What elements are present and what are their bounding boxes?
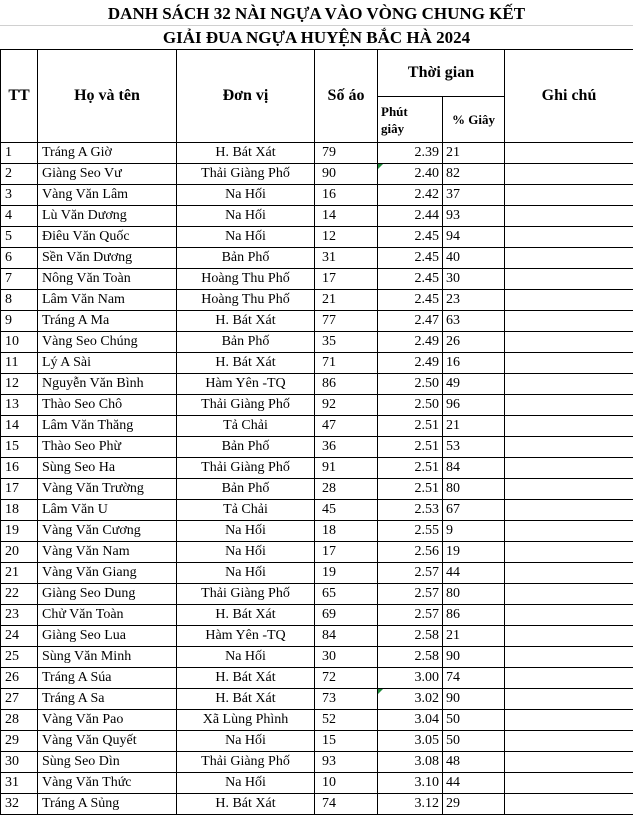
cell-unit: Na Hối bbox=[177, 542, 315, 563]
cell-unit: Hàm Yên -TQ bbox=[177, 374, 315, 395]
cell-tt: 23 bbox=[1, 605, 38, 626]
cell-seconds: 93 bbox=[443, 206, 505, 227]
cell-name: Giàng Seo Vư bbox=[38, 164, 177, 185]
cell-seconds: 30 bbox=[443, 269, 505, 290]
cell-seconds: 26 bbox=[443, 332, 505, 353]
cell-seconds: 44 bbox=[443, 563, 505, 584]
cell-minutes: 2.58 bbox=[378, 626, 443, 647]
cell-minutes: 2.51 bbox=[378, 437, 443, 458]
results-table bbox=[0, 49, 633, 815]
cell-note bbox=[505, 458, 633, 479]
table-body bbox=[1, 143, 633, 815]
cell-tt: 20 bbox=[1, 542, 38, 563]
cell-seconds: 21 bbox=[443, 143, 505, 164]
cell-unit: Na Hối bbox=[177, 227, 315, 248]
cell-tt: 11 bbox=[1, 353, 38, 374]
table-row bbox=[1, 752, 633, 773]
cell-tt: 32 bbox=[1, 794, 38, 815]
cell-tt: 16 bbox=[1, 458, 38, 479]
cell-minutes: 2.51 bbox=[378, 479, 443, 500]
cell-tt: 1 bbox=[1, 143, 38, 164]
table-row bbox=[1, 248, 633, 269]
table-row bbox=[1, 458, 633, 479]
cell-seconds: 21 bbox=[443, 416, 505, 437]
cell-unit: Thải Giàng Phố bbox=[177, 752, 315, 773]
table-row bbox=[1, 731, 633, 752]
table-row bbox=[1, 563, 633, 584]
cell-unit: H. Bát Xát bbox=[177, 689, 315, 710]
cell-name: Lâm Văn Nam bbox=[38, 290, 177, 311]
cell-seconds: 90 bbox=[443, 689, 505, 710]
cell-seconds: 80 bbox=[443, 584, 505, 605]
cell-tt: 3 bbox=[1, 185, 38, 206]
cell-unit: H. Bát Xát bbox=[177, 794, 315, 815]
cell-tt: 14 bbox=[1, 416, 38, 437]
cell-seconds: 21 bbox=[443, 626, 505, 647]
table-row bbox=[1, 227, 633, 248]
cell-name: Điêu Văn Quốc bbox=[38, 227, 177, 248]
cell-name: Nguyễn Văn Bình bbox=[38, 374, 177, 395]
header-minutes-line1: Phút bbox=[381, 103, 408, 119]
cell-note bbox=[505, 395, 633, 416]
cell-shirt-number: 18 bbox=[315, 521, 378, 542]
cell-shirt-number: 16 bbox=[315, 185, 378, 206]
cell-shirt-number: 92 bbox=[315, 395, 378, 416]
cell-marker-icon bbox=[378, 164, 383, 169]
cell-name: Tráng A Sủng bbox=[38, 794, 177, 815]
cell-seconds: 23 bbox=[443, 290, 505, 311]
cell-minutes: 2.45 bbox=[378, 269, 443, 290]
table-row bbox=[1, 416, 633, 437]
header-time: Thời gian bbox=[378, 50, 505, 97]
cell-name: Vàng Văn Quyết bbox=[38, 731, 177, 752]
cell-minutes: 2.51 bbox=[378, 458, 443, 479]
cell-tt: 5 bbox=[1, 227, 38, 248]
cell-note bbox=[505, 710, 633, 731]
cell-shirt-number: 15 bbox=[315, 731, 378, 752]
cell-name: Vàng Seo Chúng bbox=[38, 332, 177, 353]
table-row bbox=[1, 143, 633, 164]
cell-minutes: 2.50 bbox=[378, 374, 443, 395]
cell-unit: Na Hối bbox=[177, 647, 315, 668]
cell-name: Tráng A Sa bbox=[38, 689, 177, 710]
header-name: Họ và tên bbox=[38, 50, 177, 143]
cell-shirt-number: 36 bbox=[315, 437, 378, 458]
cell-seconds: 53 bbox=[443, 437, 505, 458]
cell-shirt-number: 30 bbox=[315, 647, 378, 668]
cell-shirt-number: 14 bbox=[315, 206, 378, 227]
cell-unit: Na Hối bbox=[177, 563, 315, 584]
table-row bbox=[1, 542, 633, 563]
cell-shirt-number: 77 bbox=[315, 311, 378, 332]
header-minutes-line2: giây bbox=[381, 120, 405, 136]
table-row bbox=[1, 164, 633, 185]
cell-seconds: 49 bbox=[443, 374, 505, 395]
cell-shirt-number: 12 bbox=[315, 227, 378, 248]
title-line-1: DANH SÁCH 32 NÀI NGỰA VÀO VÒNG CHUNG KẾT bbox=[107, 4, 526, 23]
cell-seconds: 40 bbox=[443, 248, 505, 269]
cell-minutes: 3.02 bbox=[378, 689, 443, 710]
cell-name: Tráng A Giờ bbox=[38, 143, 177, 164]
cell-name: Thào Seo Chô bbox=[38, 395, 177, 416]
cell-name: Sền Văn Dương bbox=[38, 248, 177, 269]
cell-minutes: 2.49 bbox=[378, 353, 443, 374]
table-row bbox=[1, 794, 633, 815]
cell-unit: Thải Giàng Phố bbox=[177, 164, 315, 185]
cell-name: Giàng Seo Dung bbox=[38, 584, 177, 605]
cell-name: Nông Văn Toàn bbox=[38, 269, 177, 290]
cell-shirt-number: 21 bbox=[315, 290, 378, 311]
cell-unit: Thải Giàng Phố bbox=[177, 395, 315, 416]
cell-name: Giàng Seo Lua bbox=[38, 626, 177, 647]
cell-tt: 21 bbox=[1, 563, 38, 584]
cell-unit: Hàm Yên -TQ bbox=[177, 626, 315, 647]
table-row bbox=[1, 311, 633, 332]
cell-minutes: 2.56 bbox=[378, 542, 443, 563]
cell-minutes: 2.44 bbox=[378, 206, 443, 227]
cell-seconds: 67 bbox=[443, 500, 505, 521]
cell-shirt-number: 19 bbox=[315, 563, 378, 584]
cell-tt: 8 bbox=[1, 290, 38, 311]
cell-minutes: 2.58 bbox=[378, 647, 443, 668]
table-row bbox=[1, 395, 633, 416]
cell-tt: 17 bbox=[1, 479, 38, 500]
cell-seconds: 19 bbox=[443, 542, 505, 563]
cell-seconds: 48 bbox=[443, 752, 505, 773]
cell-seconds: 82 bbox=[443, 164, 505, 185]
cell-tt: 6 bbox=[1, 248, 38, 269]
cell-name: Chử Văn Toàn bbox=[38, 605, 177, 626]
cell-unit: Bản Phố bbox=[177, 479, 315, 500]
cell-shirt-number: 74 bbox=[315, 794, 378, 815]
table-row bbox=[1, 206, 633, 227]
cell-shirt-number: 72 bbox=[315, 668, 378, 689]
cell-unit: Xã Lùng Phình bbox=[177, 710, 315, 731]
cell-shirt-number: 91 bbox=[315, 458, 378, 479]
cell-unit: Hoàng Thu Phố bbox=[177, 269, 315, 290]
header-seconds: % Giây bbox=[443, 97, 505, 143]
cell-note bbox=[505, 479, 633, 500]
cell-seconds: 37 bbox=[443, 185, 505, 206]
cell-seconds: 80 bbox=[443, 479, 505, 500]
cell-unit: Hoàng Thu Phố bbox=[177, 290, 315, 311]
cell-note bbox=[505, 626, 633, 647]
cell-note bbox=[505, 374, 633, 395]
cell-note bbox=[505, 647, 633, 668]
cell-tt: 9 bbox=[1, 311, 38, 332]
cell-minutes: 2.57 bbox=[378, 605, 443, 626]
cell-unit: Bản Phố bbox=[177, 332, 315, 353]
table-row bbox=[1, 269, 633, 290]
cell-shirt-number: 65 bbox=[315, 584, 378, 605]
cell-note bbox=[505, 353, 633, 374]
cell-name: Thào Seo Phừ bbox=[38, 437, 177, 458]
cell-seconds: 84 bbox=[443, 458, 505, 479]
header-minutes bbox=[378, 97, 443, 143]
table-row bbox=[1, 185, 633, 206]
cell-name: Vàng Văn Nam bbox=[38, 542, 177, 563]
cell-note bbox=[505, 185, 633, 206]
cell-shirt-number: 47 bbox=[315, 416, 378, 437]
cell-shirt-number: 93 bbox=[315, 752, 378, 773]
cell-name: Lâm Văn U bbox=[38, 500, 177, 521]
cell-tt: 19 bbox=[1, 521, 38, 542]
cell-minutes: 2.57 bbox=[378, 584, 443, 605]
cell-name: Lâm Văn Thăng bbox=[38, 416, 177, 437]
cell-tt: 24 bbox=[1, 626, 38, 647]
cell-name: Sùng Văn Minh bbox=[38, 647, 177, 668]
cell-note bbox=[505, 500, 633, 521]
cell-shirt-number: 28 bbox=[315, 479, 378, 500]
cell-seconds: 50 bbox=[443, 731, 505, 752]
cell-note bbox=[505, 584, 633, 605]
cell-minutes: 2.42 bbox=[378, 185, 443, 206]
cell-tt: 22 bbox=[1, 584, 38, 605]
cell-tt: 18 bbox=[1, 500, 38, 521]
cell-tt: 7 bbox=[1, 269, 38, 290]
cell-tt: 30 bbox=[1, 752, 38, 773]
cell-note bbox=[505, 605, 633, 626]
cell-unit: Na Hối bbox=[177, 185, 315, 206]
cell-note bbox=[505, 269, 633, 290]
cell-minutes: 2.50 bbox=[378, 395, 443, 416]
cell-shirt-number: 90 bbox=[315, 164, 378, 185]
header-shirt-number: Số áo bbox=[315, 50, 378, 143]
cell-tt: 31 bbox=[1, 773, 38, 794]
cell-note bbox=[505, 332, 633, 353]
cell-tt: 15 bbox=[1, 437, 38, 458]
cell-minutes: 2.47 bbox=[378, 311, 443, 332]
cell-minutes: 2.39 bbox=[378, 143, 443, 164]
cell-tt: 13 bbox=[1, 395, 38, 416]
cell-minutes: 2.40 bbox=[378, 164, 443, 185]
cell-shirt-number: 73 bbox=[315, 689, 378, 710]
cell-unit: Thải Giàng Phố bbox=[177, 458, 315, 479]
header-note: Ghi chú bbox=[505, 50, 633, 143]
cell-unit: H. Bát Xát bbox=[177, 668, 315, 689]
cell-name: Vàng Văn Thức bbox=[38, 773, 177, 794]
cell-note bbox=[505, 164, 633, 185]
cell-minutes: 3.05 bbox=[378, 731, 443, 752]
cell-unit: Na Hối bbox=[177, 521, 315, 542]
cell-minutes: 2.51 bbox=[378, 416, 443, 437]
cell-name: Vàng Văn Trường bbox=[38, 479, 177, 500]
cell-note bbox=[505, 437, 633, 458]
cell-tt: 10 bbox=[1, 332, 38, 353]
table-row bbox=[1, 689, 633, 710]
cell-shirt-number: 17 bbox=[315, 542, 378, 563]
table-row bbox=[1, 668, 633, 689]
table-row bbox=[1, 521, 633, 542]
cell-name: Vàng Văn Giang bbox=[38, 563, 177, 584]
cell-shirt-number: 71 bbox=[315, 353, 378, 374]
cell-note bbox=[505, 563, 633, 584]
title-line-2: GIẢI ĐUA NGỰA HUYỆN BẮC HÀ 2024 bbox=[0, 25, 633, 49]
table-row bbox=[1, 332, 633, 353]
cell-shirt-number: 31 bbox=[315, 248, 378, 269]
cell-note bbox=[505, 227, 633, 248]
cell-unit: Na Hối bbox=[177, 731, 315, 752]
cell-seconds: 9 bbox=[443, 521, 505, 542]
table-row bbox=[1, 437, 633, 458]
cell-seconds: 74 bbox=[443, 668, 505, 689]
cell-name: Lý A Sài bbox=[38, 353, 177, 374]
cell-minutes: 3.08 bbox=[378, 752, 443, 773]
cell-unit: Tả Chải bbox=[177, 416, 315, 437]
cell-minutes: 3.00 bbox=[378, 668, 443, 689]
cell-minutes: 2.45 bbox=[378, 290, 443, 311]
cell-shirt-number: 86 bbox=[315, 374, 378, 395]
cell-name: Sùng Seo Ha bbox=[38, 458, 177, 479]
cell-note bbox=[505, 668, 633, 689]
cell-minutes: 2.49 bbox=[378, 332, 443, 353]
cell-name: Tráng A Súa bbox=[38, 668, 177, 689]
cell-note bbox=[505, 248, 633, 269]
table-row bbox=[1, 626, 633, 647]
cell-note bbox=[505, 143, 633, 164]
cell-seconds: 96 bbox=[443, 395, 505, 416]
cell-note bbox=[505, 542, 633, 563]
cell-unit: H. Bát Xát bbox=[177, 353, 315, 374]
cell-tt: 27 bbox=[1, 689, 38, 710]
cell-unit: Bản Phố bbox=[177, 248, 315, 269]
cell-note bbox=[505, 689, 633, 710]
cell-shirt-number: 45 bbox=[315, 500, 378, 521]
cell-minutes: 2.57 bbox=[378, 563, 443, 584]
cell-unit: H. Bát Xát bbox=[177, 143, 315, 164]
cell-shirt-number: 10 bbox=[315, 773, 378, 794]
table-row bbox=[1, 500, 633, 521]
table-row bbox=[1, 290, 633, 311]
cell-tt: 12 bbox=[1, 374, 38, 395]
cell-minutes: 2.53 bbox=[378, 500, 443, 521]
table-row bbox=[1, 479, 633, 500]
cell-name: Vàng Văn Lâm bbox=[38, 185, 177, 206]
cell-unit: Na Hối bbox=[177, 206, 315, 227]
cell-tt: 28 bbox=[1, 710, 38, 731]
header-tt: TT bbox=[1, 50, 38, 143]
cell-unit: Na Hối bbox=[177, 773, 315, 794]
cell-note bbox=[505, 752, 633, 773]
cell-minutes: 2.45 bbox=[378, 227, 443, 248]
cell-name: Tráng A Ma bbox=[38, 311, 177, 332]
cell-unit: H. Bát Xát bbox=[177, 311, 315, 332]
cell-minutes: 3.12 bbox=[378, 794, 443, 815]
cell-seconds: 16 bbox=[443, 353, 505, 374]
cell-tt: 25 bbox=[1, 647, 38, 668]
cell-name: Lù Văn Dương bbox=[38, 206, 177, 227]
cell-shirt-number: 17 bbox=[315, 269, 378, 290]
cell-note bbox=[505, 521, 633, 542]
cell-unit: Tả Chải bbox=[177, 500, 315, 521]
cell-name: Sùng Seo Dìn bbox=[38, 752, 177, 773]
cell-note bbox=[505, 773, 633, 794]
table-row bbox=[1, 353, 633, 374]
cell-tt: 29 bbox=[1, 731, 38, 752]
cell-tt: 26 bbox=[1, 668, 38, 689]
header-unit: Đơn vị bbox=[177, 50, 315, 143]
cell-minutes: 3.04 bbox=[378, 710, 443, 731]
cell-note bbox=[505, 416, 633, 437]
table-row bbox=[1, 374, 633, 395]
cell-seconds: 90 bbox=[443, 647, 505, 668]
cell-minutes: 2.45 bbox=[378, 248, 443, 269]
cell-name: Vàng Văn Cương bbox=[38, 521, 177, 542]
cell-seconds: 29 bbox=[443, 794, 505, 815]
cell-tt: 4 bbox=[1, 206, 38, 227]
table-row bbox=[1, 584, 633, 605]
cell-marker-icon bbox=[378, 689, 383, 694]
cell-unit: H. Bát Xát bbox=[177, 605, 315, 626]
cell-note bbox=[505, 311, 633, 332]
cell-unit: Bản Phố bbox=[177, 437, 315, 458]
cell-note bbox=[505, 206, 633, 227]
cell-shirt-number: 69 bbox=[315, 605, 378, 626]
table-row bbox=[1, 773, 633, 794]
cell-seconds: 44 bbox=[443, 773, 505, 794]
cell-note bbox=[505, 290, 633, 311]
table-row bbox=[1, 710, 633, 731]
cell-seconds: 63 bbox=[443, 311, 505, 332]
cell-unit: Thải Giàng Phố bbox=[177, 584, 315, 605]
table-row bbox=[1, 647, 633, 668]
cell-name: Vàng Văn Pao bbox=[38, 710, 177, 731]
table-row bbox=[1, 605, 633, 626]
cell-seconds: 86 bbox=[443, 605, 505, 626]
cell-minutes: 2.55 bbox=[378, 521, 443, 542]
cell-tt: 2 bbox=[1, 164, 38, 185]
cell-shirt-number: 79 bbox=[315, 143, 378, 164]
cell-seconds: 94 bbox=[443, 227, 505, 248]
cell-minutes: 3.10 bbox=[378, 773, 443, 794]
cell-shirt-number: 52 bbox=[315, 710, 378, 731]
cell-seconds: 50 bbox=[443, 710, 505, 731]
cell-note bbox=[505, 794, 633, 815]
cell-note bbox=[505, 731, 633, 752]
cell-shirt-number: 84 bbox=[315, 626, 378, 647]
cell-shirt-number: 35 bbox=[315, 332, 378, 353]
